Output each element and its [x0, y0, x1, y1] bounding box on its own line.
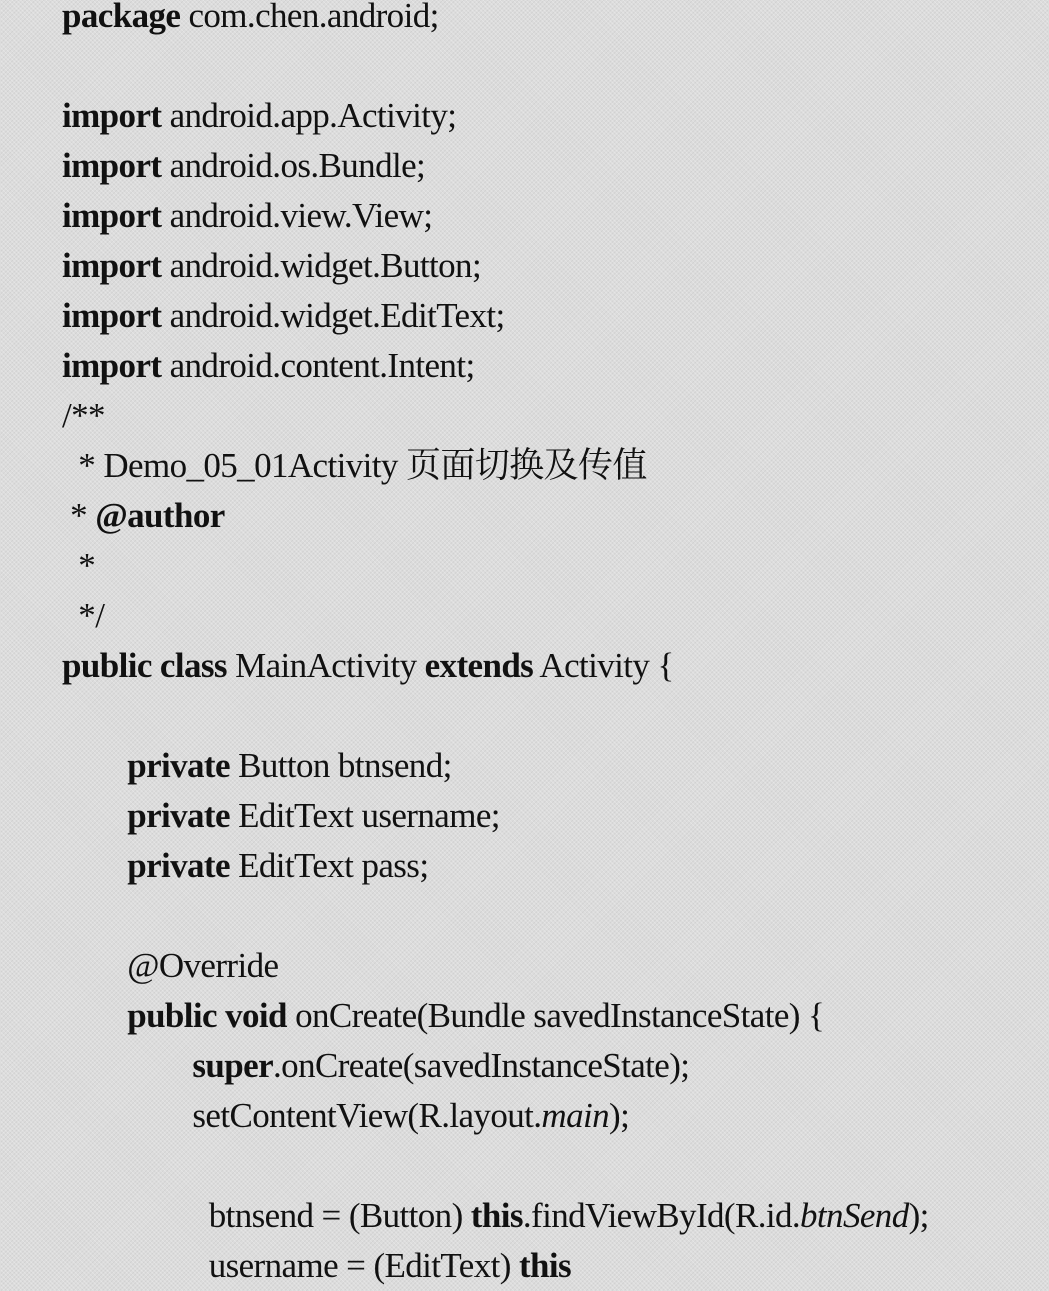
code-text: EditText username;: [229, 796, 500, 835]
code-text: android.widget.Button;: [161, 246, 482, 285]
code-text: android.os.Bundle;: [161, 146, 426, 185]
code-line: [62, 141, 425, 191]
code-line: [62, 491, 225, 541]
code-keyword: super: [192, 1046, 274, 1085]
code-text: android.widget.EditText;: [161, 296, 505, 335]
code-keyword: @author: [95, 496, 225, 535]
code-keyword: private: [127, 846, 230, 885]
code-keyword: public class: [62, 646, 227, 685]
code-line: [62, 641, 674, 691]
code-keyword: private: [127, 746, 230, 785]
code-text: EditText pass;: [229, 846, 429, 885]
code-line: [62, 191, 432, 241]
code-text: [62, 996, 127, 1035]
code-text: [62, 1046, 192, 1085]
code-keyword: import: [62, 346, 162, 385]
code-text: MainActivity: [226, 646, 425, 685]
code-text: [62, 796, 127, 835]
code-text: );: [908, 1196, 929, 1235]
code-line: [62, 991, 824, 1041]
code-line: [62, 91, 456, 141]
code-identifier: main: [541, 1096, 610, 1135]
code-text: android.app.Activity;: [161, 96, 457, 135]
code-text: /**: [62, 396, 105, 435]
code-text: .findViewById(R.id.: [522, 1196, 801, 1235]
code-text: onCreate(Bundle savedInstanceState) {: [286, 996, 825, 1035]
code-text: 页面切换及传值: [405, 446, 647, 486]
code-line: [62, 541, 95, 591]
code-text: setContentView(R.layout.: [62, 1096, 542, 1135]
code-text: @Override: [62, 946, 279, 985]
code-line: [62, 791, 500, 841]
code-text: );: [609, 1096, 630, 1135]
code-line: [62, 1091, 629, 1141]
code-line: [62, 1191, 929, 1241]
code-line: [62, 291, 505, 341]
code-text: *: [62, 496, 96, 535]
code-line: [62, 391, 105, 441]
code-text: com.chen.android;: [180, 0, 439, 35]
code-line: [62, 941, 278, 991]
code-line: [62, 591, 104, 641]
code-text: * Demo_05_01Activity: [62, 446, 406, 485]
code-keyword: this: [470, 1196, 523, 1235]
code-text: btnsend = (Button): [62, 1196, 471, 1235]
code-text: android.view.View;: [161, 196, 433, 235]
code-text: .onCreate(savedInstanceState);: [273, 1046, 690, 1085]
code-text: [62, 746, 127, 785]
code-text: Button btnsend;: [229, 746, 452, 785]
code-line: [62, 241, 481, 291]
code-keyword: import: [62, 196, 162, 235]
code-keyword: import: [62, 296, 162, 335]
code-line: [62, 341, 475, 391]
code-keyword: public void: [127, 996, 287, 1035]
code-line: [62, 441, 647, 491]
code-identifier: btnSend: [800, 1196, 909, 1235]
code-keyword: import: [62, 246, 162, 285]
code-keyword: this: [518, 1246, 572, 1285]
code-text: username = (EditText): [62, 1246, 519, 1285]
code-text: */: [62, 596, 105, 635]
code-line: [62, 1241, 571, 1291]
code-keyword: private: [127, 796, 230, 835]
code-keyword: import: [62, 146, 162, 185]
code-text: *: [62, 546, 96, 585]
code-line: [62, 1041, 689, 1091]
code-text: android.content.Intent;: [161, 346, 475, 385]
code-line: [62, 841, 428, 891]
code-text: [62, 846, 127, 885]
code-text: Activity {: [533, 646, 674, 685]
code-keyword: package: [62, 0, 181, 35]
code-line: [62, 741, 452, 791]
code-line: [62, 0, 439, 41]
code-keyword: import: [62, 96, 162, 135]
code-keyword: extends: [424, 646, 534, 685]
